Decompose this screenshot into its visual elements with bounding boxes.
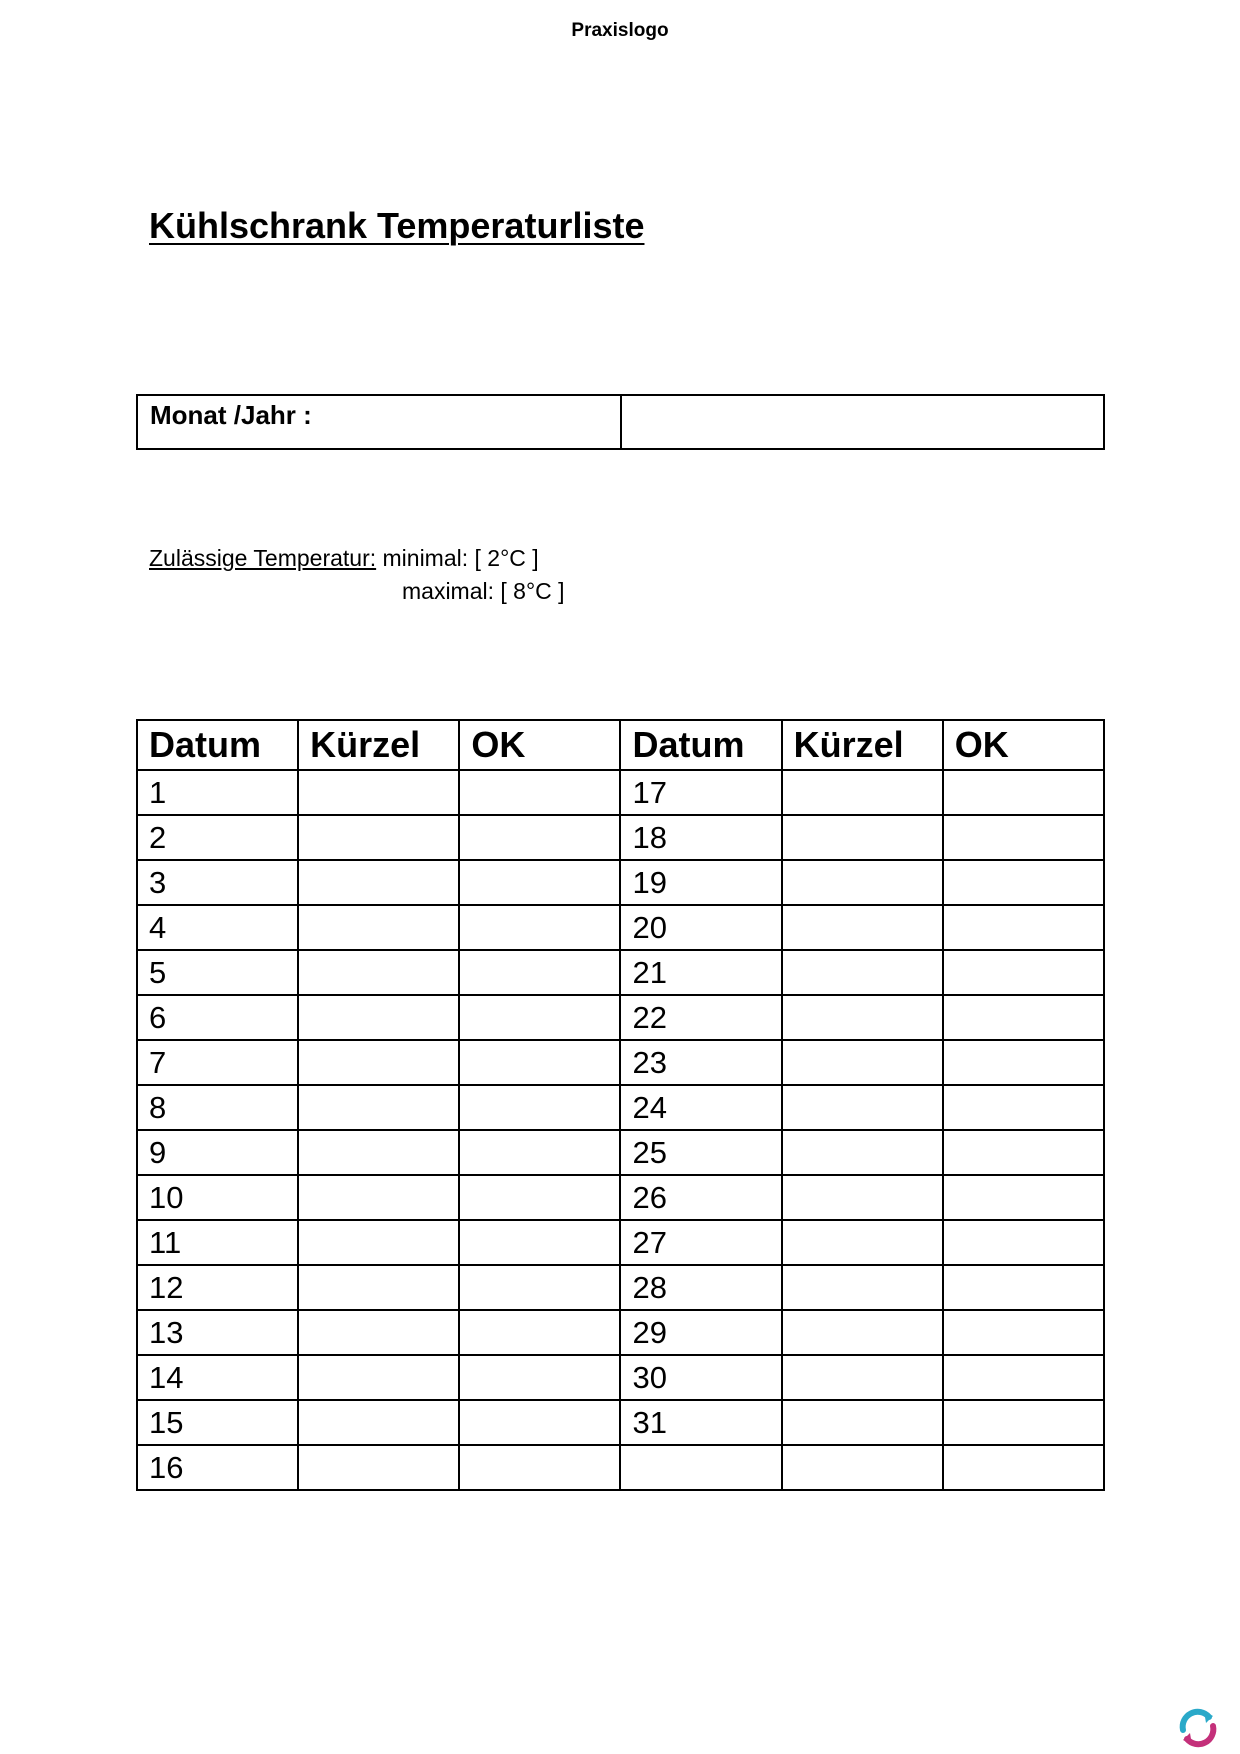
date-cell: 26 (620, 1175, 781, 1220)
table-row (137, 770, 1104, 815)
ok-cell[interactable] (943, 905, 1104, 950)
initials-cell[interactable] (298, 1085, 459, 1130)
initials-cell[interactable] (298, 1400, 459, 1445)
temperature-minimal: minimal: [ 2°C ] (382, 545, 539, 571)
initials-cell[interactable] (782, 1175, 943, 1220)
log-table-header-row (137, 720, 1104, 770)
date-cell: 21 (620, 950, 781, 995)
date-cell (620, 1445, 781, 1490)
header-datum-left: Datum (137, 720, 298, 770)
date-cell: 9 (137, 1130, 298, 1175)
header-kuerzel-right: Kürzel (782, 720, 943, 770)
date-cell: 13 (137, 1310, 298, 1355)
date-cell: 10 (137, 1175, 298, 1220)
ok-cell[interactable] (943, 815, 1104, 860)
initials-cell[interactable] (298, 815, 459, 860)
ok-cell[interactable] (943, 1310, 1104, 1355)
ok-cell[interactable] (943, 1400, 1104, 1445)
ok-cell[interactable] (459, 1175, 620, 1220)
ok-cell[interactable] (943, 995, 1104, 1040)
ok-cell[interactable] (459, 950, 620, 995)
initials-cell[interactable] (782, 815, 943, 860)
initials-cell[interactable] (782, 950, 943, 995)
ok-cell[interactable] (459, 770, 620, 815)
date-cell: 16 (137, 1445, 298, 1490)
initials-cell[interactable] (782, 995, 943, 1040)
table-row (137, 1445, 1104, 1490)
table-row (137, 1175, 1104, 1220)
date-cell: 6 (137, 995, 298, 1040)
table-row (137, 1130, 1104, 1175)
ok-cell[interactable] (943, 860, 1104, 905)
initials-cell[interactable] (298, 1130, 459, 1175)
table-row (137, 1040, 1104, 1085)
header-ok-left: OK (459, 720, 620, 770)
ok-cell[interactable] (459, 1265, 620, 1310)
ok-cell[interactable] (459, 905, 620, 950)
allowed-temperature-line-min (149, 542, 565, 575)
initials-cell[interactable] (782, 1040, 943, 1085)
ok-cell[interactable] (943, 1265, 1104, 1310)
header-kuerzel-left: Kürzel (298, 720, 459, 770)
date-cell: 23 (620, 1040, 781, 1085)
ok-cell[interactable] (943, 1445, 1104, 1490)
initials-cell[interactable] (782, 1310, 943, 1355)
ok-cell[interactable] (943, 1130, 1104, 1175)
table-row (137, 1355, 1104, 1400)
initials-cell[interactable] (298, 1310, 459, 1355)
header-ok-right: OK (943, 720, 1104, 770)
ok-cell[interactable] (943, 770, 1104, 815)
date-cell: 3 (137, 860, 298, 905)
ok-cell[interactable] (943, 1085, 1104, 1130)
allowed-temperature-line-max (149, 575, 565, 608)
ok-cell[interactable] (943, 1175, 1104, 1220)
date-cell: 2 (137, 815, 298, 860)
ok-cell[interactable] (459, 1310, 620, 1355)
initials-cell[interactable] (298, 995, 459, 1040)
initials-cell[interactable] (782, 1085, 943, 1130)
date-cell: 28 (620, 1265, 781, 1310)
temperature-maximal: maximal: [ 8°C ] (402, 578, 565, 604)
date-cell: 20 (620, 905, 781, 950)
ok-cell[interactable] (459, 1040, 620, 1085)
date-cell: 29 (620, 1310, 781, 1355)
table-row (137, 905, 1104, 950)
ok-cell[interactable] (459, 815, 620, 860)
date-cell: 7 (137, 1040, 298, 1085)
ok-cell[interactable] (943, 1220, 1104, 1265)
date-cell: 5 (137, 950, 298, 995)
month-year-label: Monat /Jahr : (137, 395, 621, 449)
header-datum-right: Datum (620, 720, 781, 770)
initials-cell[interactable] (782, 1400, 943, 1445)
initials-cell[interactable] (782, 1355, 943, 1400)
date-cell: 4 (137, 905, 298, 950)
temperature-log-table (136, 719, 1105, 1491)
date-cell: 1 (137, 770, 298, 815)
initials-cell[interactable] (298, 1040, 459, 1085)
date-cell: 17 (620, 770, 781, 815)
date-cell: 15 (137, 1400, 298, 1445)
ok-cell[interactable] (459, 1400, 620, 1445)
ok-cell[interactable] (459, 860, 620, 905)
ok-cell[interactable] (459, 1445, 620, 1490)
table-row (137, 1085, 1104, 1130)
ok-cell[interactable] (459, 1355, 620, 1400)
initials-cell[interactable] (298, 950, 459, 995)
table-row (137, 1310, 1104, 1355)
table-row (137, 995, 1104, 1040)
initials-cell[interactable] (782, 1220, 943, 1265)
month-year-row (137, 395, 1104, 449)
page-title: Kühlschrank Temperaturliste (149, 205, 645, 246)
table-row (137, 1265, 1104, 1310)
date-cell: 14 (137, 1355, 298, 1400)
date-cell: 30 (620, 1355, 781, 1400)
date-cell: 27 (620, 1220, 781, 1265)
date-cell: 31 (620, 1400, 781, 1445)
date-cell: 19 (620, 860, 781, 905)
circular-arrows-logo-icon (1176, 1706, 1220, 1750)
table-row (137, 1400, 1104, 1445)
ok-cell[interactable] (459, 1085, 620, 1130)
initials-cell[interactable] (782, 860, 943, 905)
date-cell: 12 (137, 1265, 298, 1310)
initials-cell[interactable] (782, 770, 943, 815)
ok-cell[interactable] (943, 1040, 1104, 1085)
date-cell: 24 (620, 1085, 781, 1130)
table-row (137, 1220, 1104, 1265)
initials-cell[interactable] (298, 1220, 459, 1265)
initials-cell[interactable] (298, 1445, 459, 1490)
table-row (137, 860, 1104, 905)
log-table-head (137, 720, 1104, 770)
table-row (137, 950, 1104, 995)
initials-cell[interactable] (298, 1265, 459, 1310)
ok-cell[interactable] (943, 950, 1104, 995)
initials-cell[interactable] (782, 1445, 943, 1490)
ok-cell[interactable] (459, 995, 620, 1040)
initials-cell[interactable] (298, 860, 459, 905)
ok-cell[interactable] (943, 1355, 1104, 1400)
date-cell: 25 (620, 1130, 781, 1175)
month-year-table (136, 394, 1105, 450)
initials-cell[interactable] (782, 1265, 943, 1310)
initials-cell[interactable] (782, 905, 943, 950)
ok-cell[interactable] (459, 1220, 620, 1265)
initials-cell[interactable] (782, 1130, 943, 1175)
initials-cell[interactable] (298, 1175, 459, 1220)
ok-cell[interactable] (459, 1130, 620, 1175)
date-cell: 8 (137, 1085, 298, 1130)
initials-cell[interactable] (298, 905, 459, 950)
date-cell: 18 (620, 815, 781, 860)
month-year-input-cell[interactable] (621, 395, 1105, 449)
date-cell: 22 (620, 995, 781, 1040)
table-row (137, 815, 1104, 860)
date-cell: 11 (137, 1220, 298, 1265)
initials-cell[interactable] (298, 770, 459, 815)
log-table-body (137, 770, 1104, 1490)
allowed-temperature-block (149, 542, 565, 608)
praxis-logo-placeholder: Praxislogo (571, 20, 669, 41)
initials-cell[interactable] (298, 1355, 459, 1400)
allowed-temperature-label: Zulässige Temperatur: (149, 545, 377, 571)
